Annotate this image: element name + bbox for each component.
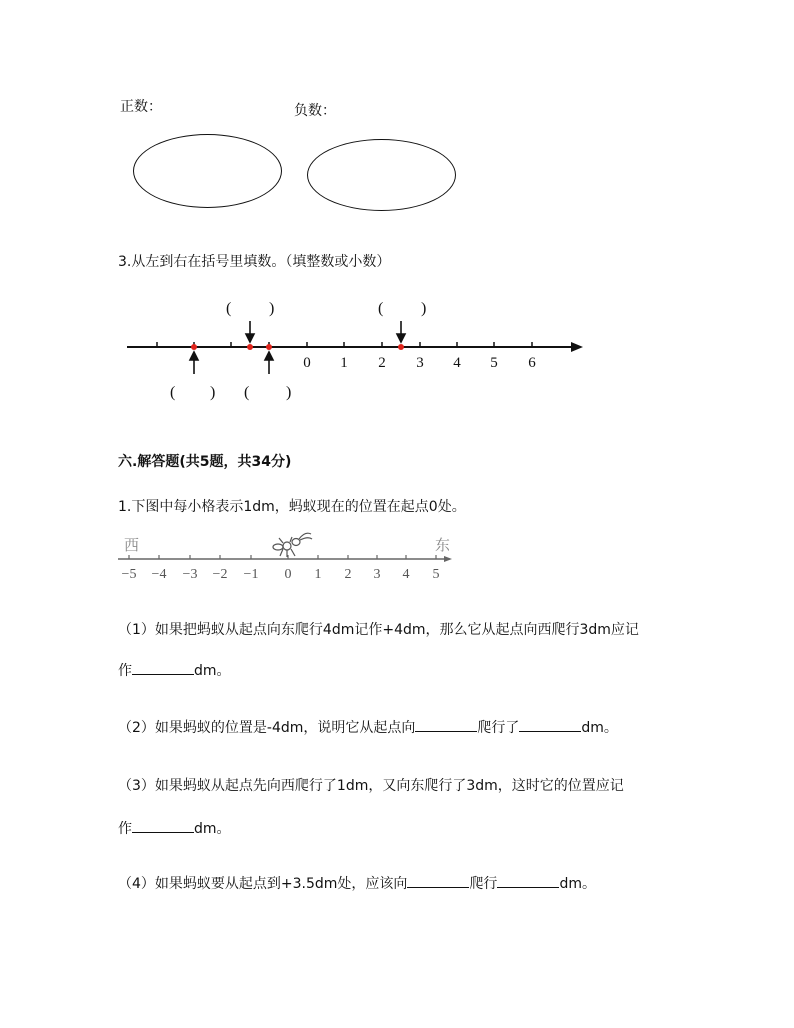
q1-tick-label: −5 bbox=[121, 567, 137, 582]
q1-sub4 bbox=[118, 873, 596, 893]
q1-sub1-line2 bbox=[118, 660, 231, 680]
q1-tick-label: 3 bbox=[373, 567, 381, 582]
q1-tick-label: 0 bbox=[284, 567, 292, 582]
q1-sub4-prefix: （4）如果蚂蚁要从起点到+3.5dm处，应该向 bbox=[118, 876, 408, 892]
q1-sub4-middle: 爬行 bbox=[469, 876, 498, 892]
q1-tick-label: −2 bbox=[212, 567, 228, 582]
q1-sub3-line1: （3）如果蚂蚁从起点先向西爬行了1dm，又向东爬行了3dm，这时它的位置应记 bbox=[118, 778, 624, 794]
q3-arrowhead bbox=[397, 334, 405, 342]
answer-blank[interactable] bbox=[519, 719, 581, 732]
q3-arrowhead bbox=[190, 352, 198, 360]
q3-arrowhead bbox=[246, 334, 254, 342]
west-label: 西 bbox=[124, 538, 140, 554]
q3-bracket-close: ) bbox=[421, 300, 427, 317]
section6-heading: 六.解答题(共5题，共34分) bbox=[118, 454, 292, 470]
q3-bracket-close: ) bbox=[210, 384, 216, 401]
q3-axis-arrowhead bbox=[571, 342, 583, 352]
east-label: 东 bbox=[435, 538, 451, 554]
q3-number-line bbox=[0, 290, 794, 410]
q1-sub2-prefix: （2）如果蚂蚁的位置是-4dm，说明它从起点向 bbox=[118, 720, 416, 736]
q3-point-c bbox=[266, 344, 272, 350]
q3-tick-label: 4 bbox=[453, 355, 461, 371]
positive-oval bbox=[133, 134, 282, 208]
q1-tick-label: 4 bbox=[402, 567, 410, 582]
q3-tick-label: 0 bbox=[303, 355, 311, 371]
q3-tick-label: 6 bbox=[528, 355, 536, 371]
q1-sub1-line1: （1）如果把蚂蚁从起点向东爬行4dm记作+4dm，那么它从起点向西爬行3dm应记 bbox=[118, 622, 639, 638]
q1-sub4-suffix: dm。 bbox=[559, 876, 596, 892]
negative-label: 负数： bbox=[294, 103, 336, 119]
answer-blank[interactable] bbox=[132, 662, 194, 675]
q3-bracket-open: ( bbox=[378, 300, 384, 317]
answer-blank[interactable] bbox=[132, 820, 194, 833]
q3-bracket-open: ( bbox=[244, 384, 250, 401]
q1-sub2 bbox=[118, 717, 618, 737]
answer-blank[interactable] bbox=[407, 875, 469, 888]
q1-sub2-middle: 爬行了 bbox=[477, 720, 520, 736]
q1-sub3-prefix: 作 bbox=[118, 821, 132, 837]
q3-tick-label: 1 bbox=[340, 355, 348, 371]
q1-tick-label: −1 bbox=[243, 567, 259, 582]
q3-arrowhead bbox=[265, 352, 273, 360]
q3-tick-label: 2 bbox=[378, 355, 386, 371]
q1-axis-arrowhead bbox=[444, 556, 452, 562]
q1-tick-label: −3 bbox=[182, 567, 198, 582]
q3-bracket-close: ) bbox=[286, 384, 292, 401]
q1-tick-label: 2 bbox=[344, 567, 352, 582]
q3-bracket-open: ( bbox=[170, 384, 176, 401]
q1-sub3-suffix: dm。 bbox=[194, 821, 231, 837]
q1-sub1-suffix: dm。 bbox=[194, 663, 231, 679]
q1-intro: 1.下图中每小格表示1dm，蚂蚁现在的位置在起点0处。 bbox=[118, 499, 466, 515]
q3-point-a bbox=[191, 344, 197, 350]
q3-tick-label: 3 bbox=[416, 355, 424, 371]
positive-label: 正数： bbox=[120, 99, 162, 115]
ant-icon bbox=[273, 533, 312, 557]
answer-blank[interactable] bbox=[415, 719, 477, 732]
q1-sub2-suffix: dm。 bbox=[581, 720, 618, 736]
q1-ant-number-line bbox=[0, 528, 794, 588]
q3-bracket-open: ( bbox=[226, 300, 232, 317]
q1-tick-label: 1 bbox=[314, 567, 322, 582]
q1-sub1-prefix: 作 bbox=[118, 663, 132, 679]
q3-tick-label: 5 bbox=[490, 355, 498, 371]
q1-tick-label: 5 bbox=[432, 567, 440, 582]
negative-oval bbox=[307, 139, 456, 211]
q1-sub3-line2 bbox=[118, 818, 231, 838]
q1-tick-label: −4 bbox=[151, 567, 167, 582]
answer-blank[interactable] bbox=[497, 875, 559, 888]
q3-point-d bbox=[398, 344, 404, 350]
q3-title: 3.从左到右在括号里填数。（填整数或小数） bbox=[118, 254, 391, 270]
q3-bracket-close: ) bbox=[269, 300, 275, 317]
q3-point-b bbox=[247, 344, 253, 350]
